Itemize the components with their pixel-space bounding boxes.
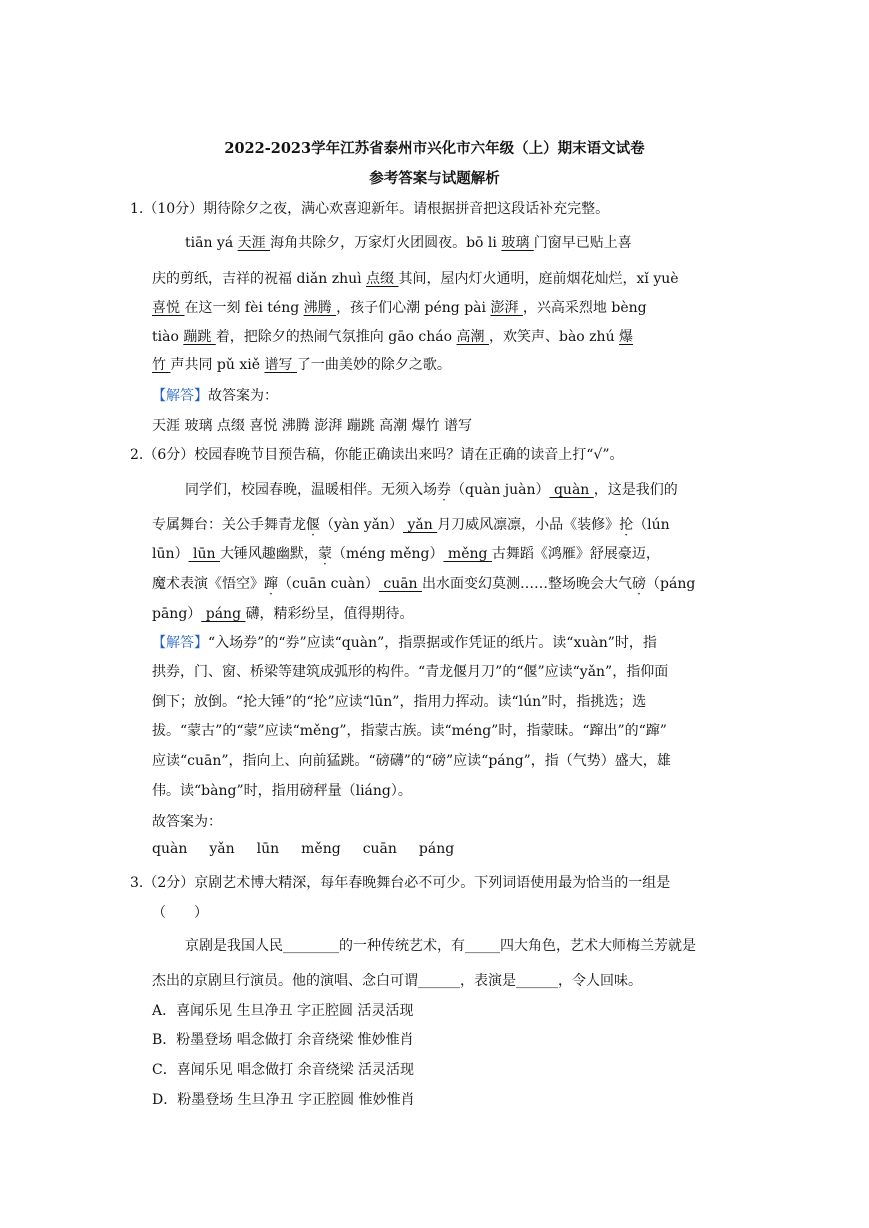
- page-subtitle: 参考答案与试题解析: [369, 170, 500, 187]
- q1-answer-line: 【解答】故答案为：: [152, 388, 278, 404]
- q1-blank: 谱写: [264, 357, 297, 373]
- q2-heading: 2.（6分）校园春晚节目预告稿，你能正确读出来吗？请在正确的读音上打“√”。: [130, 447, 624, 463]
- q1-line-2: 庆的剪纸，吉祥的祝福 diǎn zhuì 点缀 其间，屋内灯火通明，庭前烟花灿烂，xǐ yuè: [152, 271, 679, 287]
- q2-explanation-2: 拱券，门、窗、桥梁等建筑成弧形的构件。“青龙偃月刀”的“偃”应读“yǎn”，指仰面: [152, 664, 669, 680]
- q2-line-3: lūn） lūn 大锤风趣幽默，蒙（méng měng） měng 古舞蹈《鸿雁》舒展豪迈，: [152, 546, 660, 562]
- q1-line-5: 竹 声共同 pǔ xiě 谱写 了一曲美妙的除夕之歌。: [152, 357, 451, 373]
- q1-blank: 天涯: [237, 235, 271, 251]
- q2-line-5: pāng） páng 礴，精彩纷呈，值得期待。: [152, 606, 414, 622]
- q1-blank: 高潮: [456, 329, 489, 345]
- q1-blank: 点缀: [366, 271, 399, 287]
- q1-heading: 1.（10分）期待除夕之夜，满心欢喜迎新年。请根据拼音把这段话补充完整。: [130, 201, 610, 217]
- q2-explanation-4: 拔。“蒙古”的“蒙”应读“měng”，指蒙古族。读“méng”时，指蒙昧。“蹿出”的“蹿”: [152, 723, 667, 739]
- q1-line-1: tiān yá 天涯 海角共除夕，万家灯火团圆夜。bō li 玻璃 门窗早已贴上喜: [185, 235, 632, 251]
- q2-explanation-3: 倒下；放倒。“抡大锤”的“抡”应读“lūn”，指用力挥动。读“lún”时，指挑选；选: [152, 694, 647, 710]
- q3-sentence-1: 京剧是我国人民________的一种传统艺术，有_____四大角色，艺术大师梅兰芳就是: [185, 938, 696, 954]
- q3-heading: 3.（2分）京剧艺术博大精深，每年春晚舞台必不可少。下列词语使用最为恰当的一组是: [130, 875, 671, 891]
- q3-sentence-2: 杰出的京剧旦行演员。他的演唱、念白可谓______，表演是______，令人回味。: [152, 973, 642, 989]
- answer-label: 【解答】: [152, 388, 208, 404]
- q1-blank: 竹: [152, 357, 171, 373]
- q3-option-d[interactable]: D．粉墨登场 生旦净丑 字正腔圆 惟妙惟肖: [152, 1092, 415, 1108]
- q1-answers: 天涯 玻璃 点缀 喜悦 沸腾 澎湃 蹦跳 高潮 爆竹 谱写: [152, 418, 473, 434]
- q2-blank: měng: [443, 546, 492, 562]
- q1-blank: 爆: [619, 329, 634, 345]
- q2-answers: quàn yǎn lūn měng cuān páng: [152, 841, 455, 857]
- q2-blank: yǎn: [403, 517, 438, 533]
- q3-option-c[interactable]: C．喜闻乐见 唱念做打 余音绕梁 活灵活现: [152, 1062, 415, 1078]
- page-title: 2022-2023学年江苏省泰州市兴化市六年级（上）期末语文试卷: [224, 140, 645, 157]
- q2-blank: lūn: [188, 546, 220, 562]
- q2-blank: páng: [201, 606, 246, 622]
- q2-line-2: 专属舞台：关公手舞青龙偃（yàn yǎn） yǎn 月刀威风凛凛，小品《装修》抡（lún: [152, 517, 670, 533]
- q1-blank: 澎湃: [490, 300, 523, 316]
- q2-explanation-1: 【解答】“入场券”的“券”应读“quàn”，指票据或作凭证的纸片。读“xuàn”时，指: [152, 635, 657, 651]
- q2-explanation-5: 应读“cuān”，指向上、向前猛跳。“磅礴”的“磅”应读“páng”，指（气势）盛大，雄: [152, 753, 671, 769]
- q1-blank: 沸腾: [303, 300, 337, 316]
- q2-blank: cuān: [378, 576, 423, 592]
- q3-option-a[interactable]: A．喜闻乐见 生旦净丑 字正腔圆 活灵活现: [152, 1003, 414, 1019]
- answer-label: 【解答】: [152, 635, 208, 651]
- q2-explanation-6: 伟。读“bàng”时，指用磅秤量（liáng）。: [152, 783, 412, 799]
- q1-blank: 蹦跳: [183, 329, 216, 345]
- q3-option-b[interactable]: B．粉墨登场 唱念做打 余音绕梁 惟妙惟肖: [152, 1032, 414, 1048]
- q2-blank: quàn: [549, 482, 594, 498]
- q1-blank: 玻璃: [501, 235, 534, 251]
- q2-line-4: 魔术表演《悟空》蹿（cuān cuàn） cuān 出水面变幻莫测……整场晚会大气磅（páng: [152, 576, 696, 592]
- q1-line-3: 喜悦 在这一刻 fèi téng 沸腾 ，孩子们心潮 péng pài 澎湃 ，兴高采烈地 bèng: [152, 300, 647, 316]
- q2-line-1: 同学们，校园春晚，温暖相伴。无须入场券（quàn juàn） quàn ，这是我们的: [185, 482, 678, 498]
- q2-answer-label: 故答案为：: [152, 814, 222, 830]
- q1-blank: 喜悦: [152, 300, 185, 316]
- q1-line-4: tiào 蹦跳 着，把除夕的热闹气氛推向 gāo cháo 高潮 ，欢笑声、bào zhú 爆: [152, 329, 634, 345]
- q3-paren: （ ）: [152, 905, 208, 921]
